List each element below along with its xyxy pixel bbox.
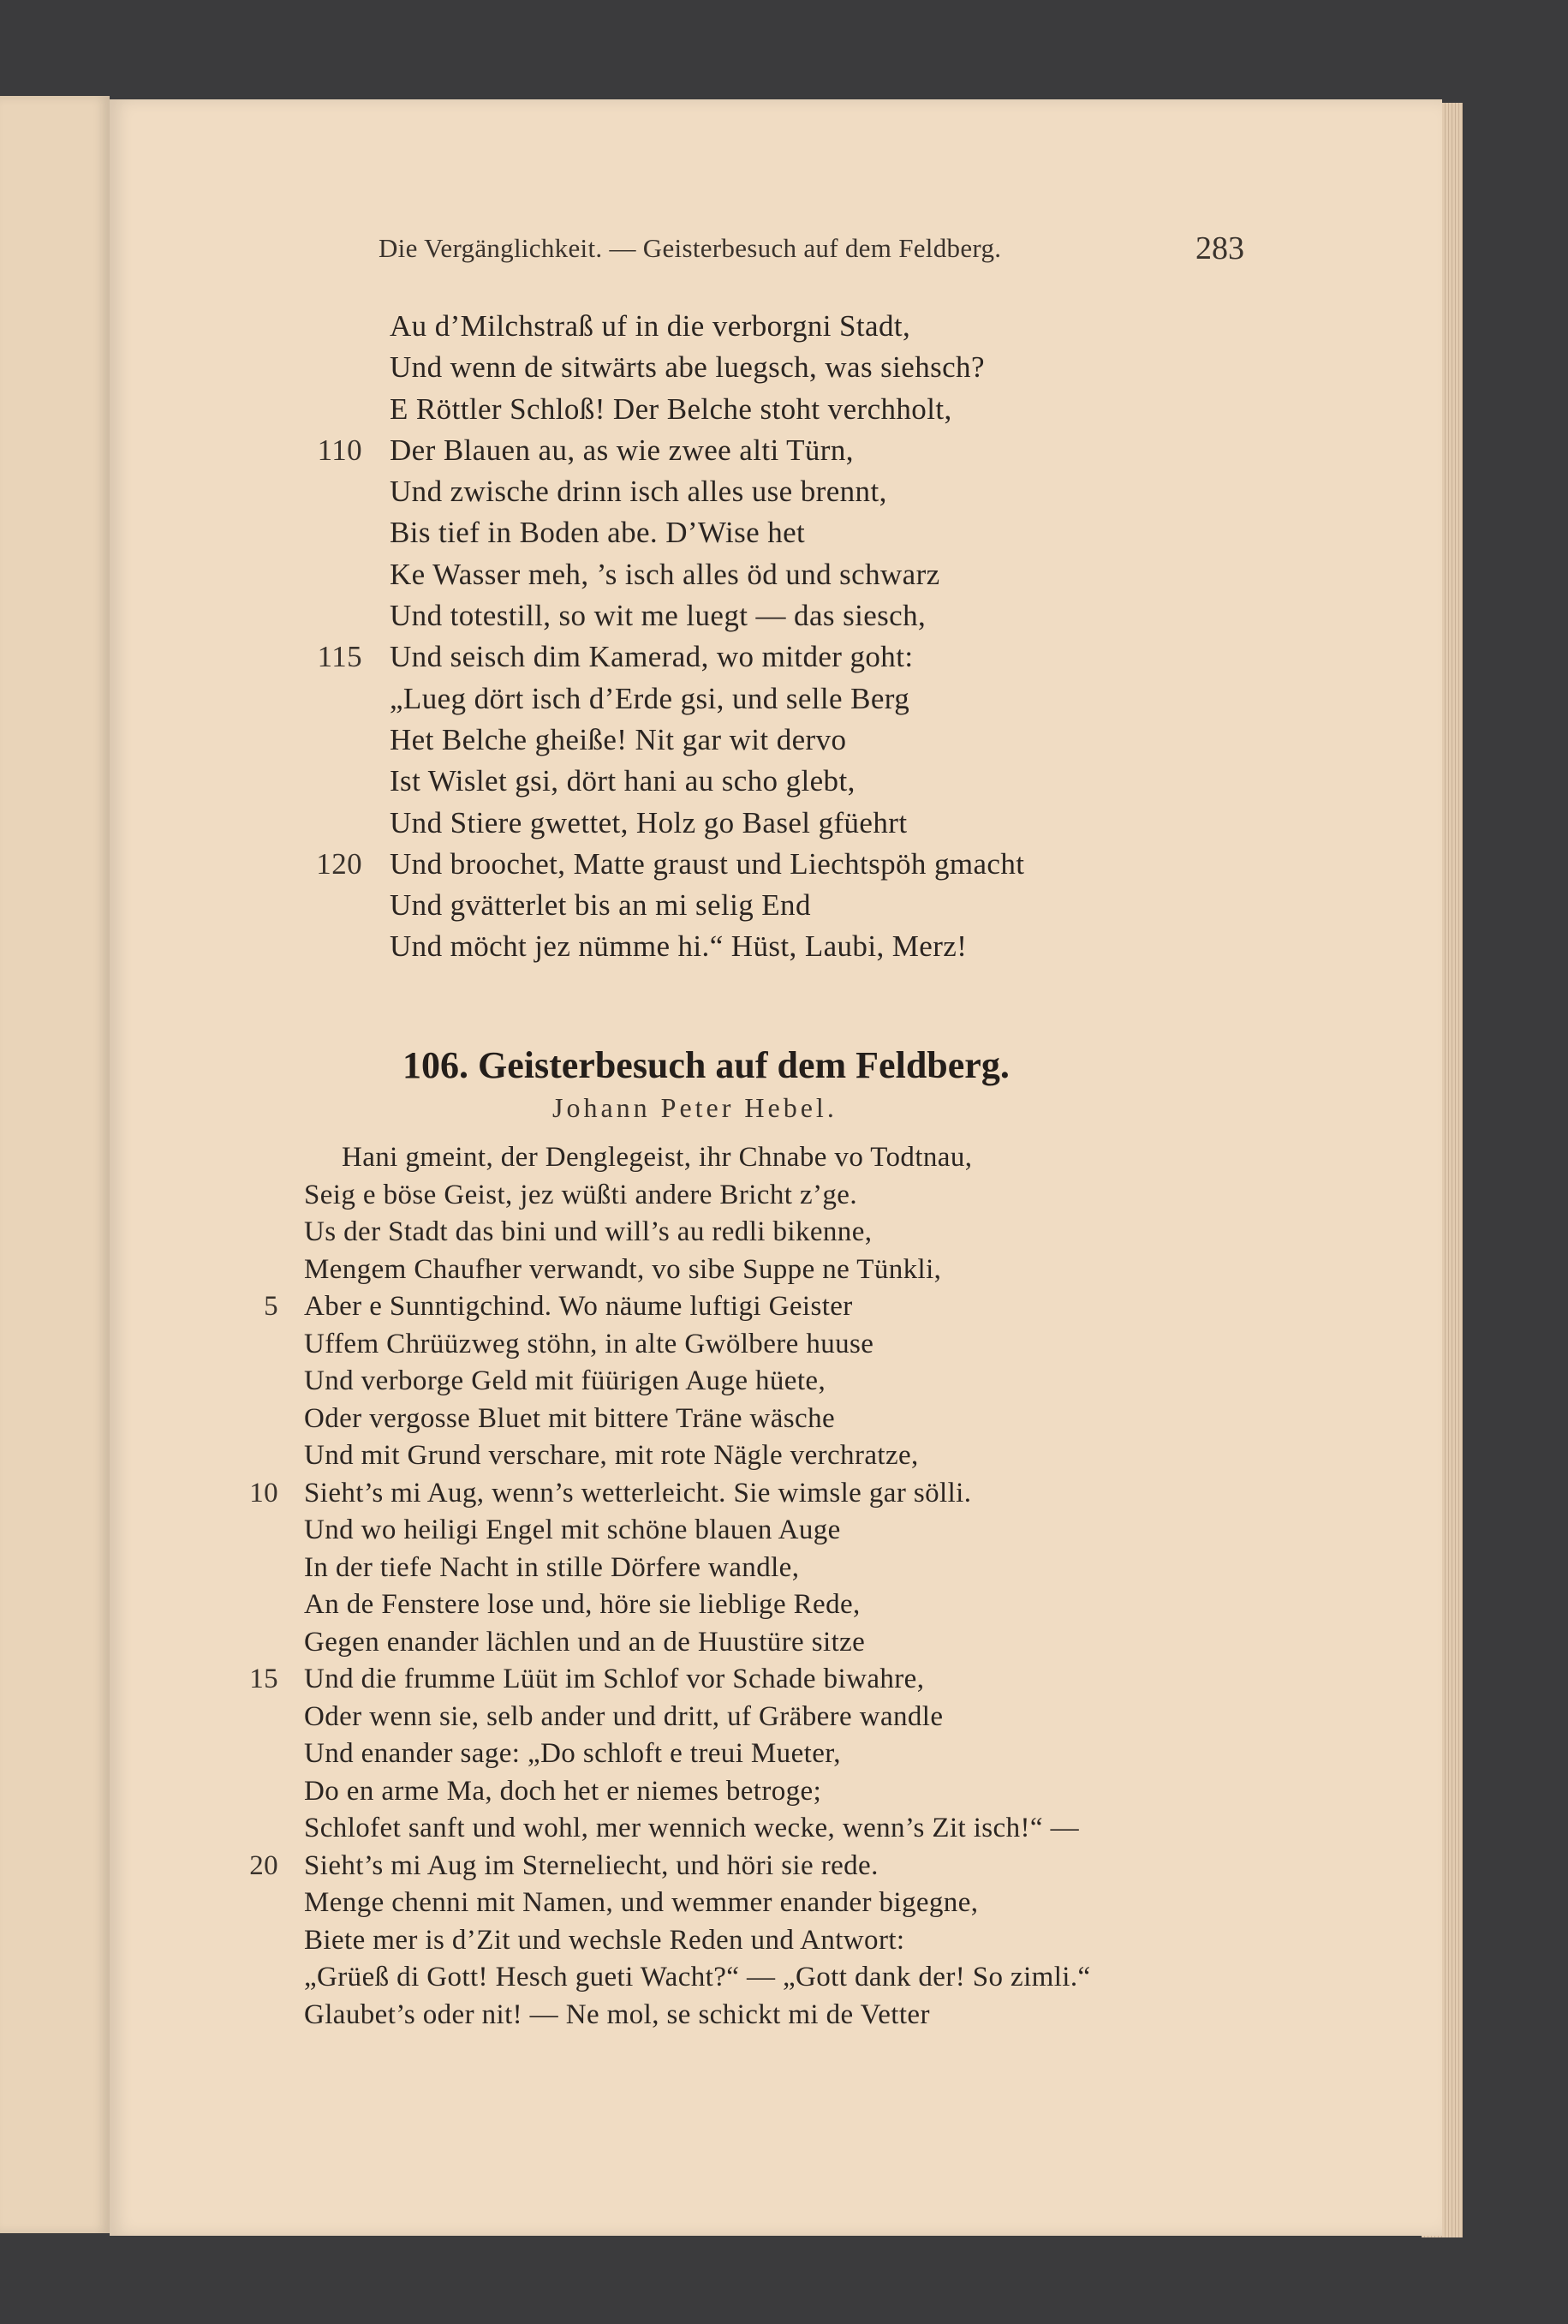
verse-text: Us der Stadt das bini und will’s au redli bikenne, bbox=[304, 1216, 873, 1247]
verse-line bbox=[304, 1550, 1091, 1587]
verse-line bbox=[264, 1288, 1091, 1326]
verse-text: „Grüeß di Gott! Hesch gueti Wacht?“ — „Gott dank der! So zimli.“ bbox=[304, 1962, 1091, 1992]
verse-line bbox=[390, 306, 1024, 347]
verse-text: Und die frumme Lüüt im Schlof vor Schade biwahre, bbox=[304, 1664, 925, 1694]
verse-text: Sieht’s mi Aug im Sterneliecht, und höri sie rede. bbox=[304, 1849, 879, 1881]
line-number: 120 bbox=[316, 846, 362, 881]
verse-line bbox=[304, 1736, 1091, 1773]
verse-text: Und gvätterlet bis an mi selig End bbox=[390, 888, 811, 923]
verse-text: Biete mer is d’Zit und wechsle Reden und Antwort: bbox=[304, 1924, 905, 1956]
section-title: 106. Geisterbesuch auf dem Feldberg. bbox=[402, 1044, 1010, 1086]
verse-text: Und totestill, so wit me luegt — das siesch, bbox=[390, 599, 927, 633]
verse-text: Schlofet sanft und wohl, mer wennich wecke, wenn’s Zit isch!“ — bbox=[304, 1813, 1079, 1843]
verse-text: Menge chenni mit Namen, und wemmer enander bigegne, bbox=[304, 1887, 979, 1918]
poem-geisterbesuch bbox=[249, 1139, 1091, 2034]
line-number: 20 bbox=[249, 1849, 278, 1881]
verse-line bbox=[390, 389, 1024, 430]
verse-text: Bis tief in Boden abe. D’Wise het bbox=[390, 516, 806, 550]
verse-text: Seig e böse Geist, jez wüßti andere Bricht z’ge. bbox=[304, 1179, 857, 1210]
verse-line bbox=[249, 1848, 1091, 1885]
verse-text: Und zwische drinn isch alles use brennt, bbox=[390, 475, 887, 509]
verse-line bbox=[390, 761, 1024, 802]
verse-line bbox=[304, 1437, 1091, 1475]
author-name: Johann Peter Hebel. bbox=[552, 1092, 838, 1123]
verse-line bbox=[390, 595, 1024, 636]
poem-continuation bbox=[316, 306, 1025, 968]
verse-line bbox=[390, 803, 1024, 844]
verse-line bbox=[304, 1959, 1091, 1997]
verse-line bbox=[390, 678, 1024, 720]
verse-line bbox=[304, 1326, 1091, 1364]
verse-line bbox=[304, 1512, 1091, 1550]
verse-text: Hani gmeint, der Denglegeist, ihr Chnabe vo Todtnau, bbox=[342, 1142, 973, 1173]
verse-line bbox=[317, 636, 1024, 678]
verse-line bbox=[390, 471, 1024, 512]
verse-line bbox=[304, 1922, 1091, 1960]
verse-line bbox=[304, 1885, 1091, 1922]
verse-line bbox=[390, 885, 1024, 926]
verse-line bbox=[304, 1773, 1091, 1811]
verse-line bbox=[390, 512, 1024, 553]
verse-line bbox=[304, 1586, 1091, 1624]
verse-line bbox=[304, 1699, 1091, 1736]
verse-line bbox=[304, 1363, 1091, 1401]
verse-line bbox=[316, 844, 1025, 885]
verse-line bbox=[304, 1997, 1091, 2034]
verse-text: Und möcht jez nümme hi.“ Hüst, Laubi, Merz! bbox=[390, 929, 968, 964]
verse-line bbox=[390, 347, 1024, 388]
verse-line bbox=[390, 720, 1024, 761]
verse-text: Oder vergosse Bluet mit bittere Träne wäsche bbox=[304, 1402, 836, 1434]
verse-text: Und seisch dim Kamerad, wo mitder goht: bbox=[390, 640, 914, 674]
line-number: 5 bbox=[264, 1291, 278, 1322]
verse-text: Und broochet, Matte graust und Liechtspöh gmacht bbox=[390, 846, 1025, 881]
verse-text: Der Blauen au, as wie zwee alti Türn, bbox=[390, 433, 854, 467]
verse-text: In der tiefe Nacht in stille Dörfere wandle, bbox=[304, 1551, 800, 1583]
verse-text: Und wenn de sitwärts abe luegsch, was siehsch? bbox=[390, 350, 985, 385]
verse-text: E Röttler Schloß! Der Belche stoht verchholt, bbox=[390, 391, 952, 426]
verse-text: Und mit Grund verschare, mit rote Nägle verchratze, bbox=[304, 1440, 919, 1471]
facing-left-page bbox=[0, 96, 110, 2233]
verse-text: Und enander sage: „Do schloft e treui Mueter, bbox=[304, 1738, 841, 1769]
line-number: 110 bbox=[317, 433, 362, 467]
verse-text: Het Belche gheiße! Nit gar wit dervo bbox=[390, 722, 847, 756]
line-number: 15 bbox=[249, 1664, 278, 1694]
verse-text: Mengem Chaufher verwandt, vo sibe Suppe ne Tünkli, bbox=[304, 1253, 942, 1285]
verse-line bbox=[304, 1810, 1091, 1848]
verse-text: Do en arme Ma, doch het er niemes betroge; bbox=[304, 1775, 822, 1807]
verse-line bbox=[317, 430, 1024, 471]
line-number: 115 bbox=[317, 640, 362, 674]
running-header: Die Vergänglichkeit. — Geisterbesuch auf dem Feldberg. bbox=[379, 233, 1002, 263]
verse-text: Und verborge Geld mit füürigen Auge hüete, bbox=[304, 1365, 826, 1396]
verse-text: Ke Wasser meh, ’s isch alles öd und schwarz bbox=[390, 557, 940, 591]
verse-text: Oder wenn sie, selb ander und dritt, uf Gräbere wandle bbox=[304, 1700, 944, 1732]
verse-text: Uffem Chrüüzweg stöhn, in alte Gwölbere huuse bbox=[304, 1328, 874, 1359]
verse-text: Gegen enander lächlen und an de Huustüre sitze bbox=[304, 1626, 866, 1658]
verse-line bbox=[249, 1661, 1091, 1699]
verse-text: Au d’Milchstraß uf in die verborgni Stadt, bbox=[390, 309, 911, 343]
line-number: 10 bbox=[249, 1477, 278, 1509]
page-number: 283 bbox=[1195, 230, 1244, 266]
verse-line bbox=[304, 1177, 1091, 1215]
verse-line bbox=[304, 1624, 1091, 1662]
verse-line bbox=[390, 554, 1024, 595]
verse-text: „Lueg dört isch d’Erde gsi, und selle Berg bbox=[390, 681, 910, 715]
verse-line bbox=[304, 1139, 1091, 1177]
verse-text: Sieht’s mi Aug, wenn’s wetterleicht. Sie wimsle gar sölli. bbox=[304, 1477, 972, 1509]
verse-text: An de Fenstere lose und, höre sie liebligе Rede, bbox=[304, 1589, 861, 1620]
verse-line bbox=[304, 1252, 1091, 1289]
verse-text: Glaubet’s oder nit! — Ne mol, se schickt mi de Vetter bbox=[304, 1998, 930, 2030]
verse-line bbox=[249, 1475, 1091, 1513]
verse-line bbox=[304, 1214, 1091, 1252]
verse-text: Ist Wislet gsi, dört hani au scho glebt, bbox=[390, 764, 856, 798]
verse-line bbox=[390, 926, 1024, 967]
verse-text: Aber e Sunntigchind. Wo näume luftigi Geister bbox=[304, 1291, 853, 1322]
verse-line bbox=[304, 1401, 1091, 1438]
verse-text: Und Stiere gwettet, Holz go Basel gfüehrt bbox=[390, 805, 908, 839]
verse-text: Und wo heiligi Engel mit schöne blauen Auge bbox=[304, 1514, 841, 1545]
